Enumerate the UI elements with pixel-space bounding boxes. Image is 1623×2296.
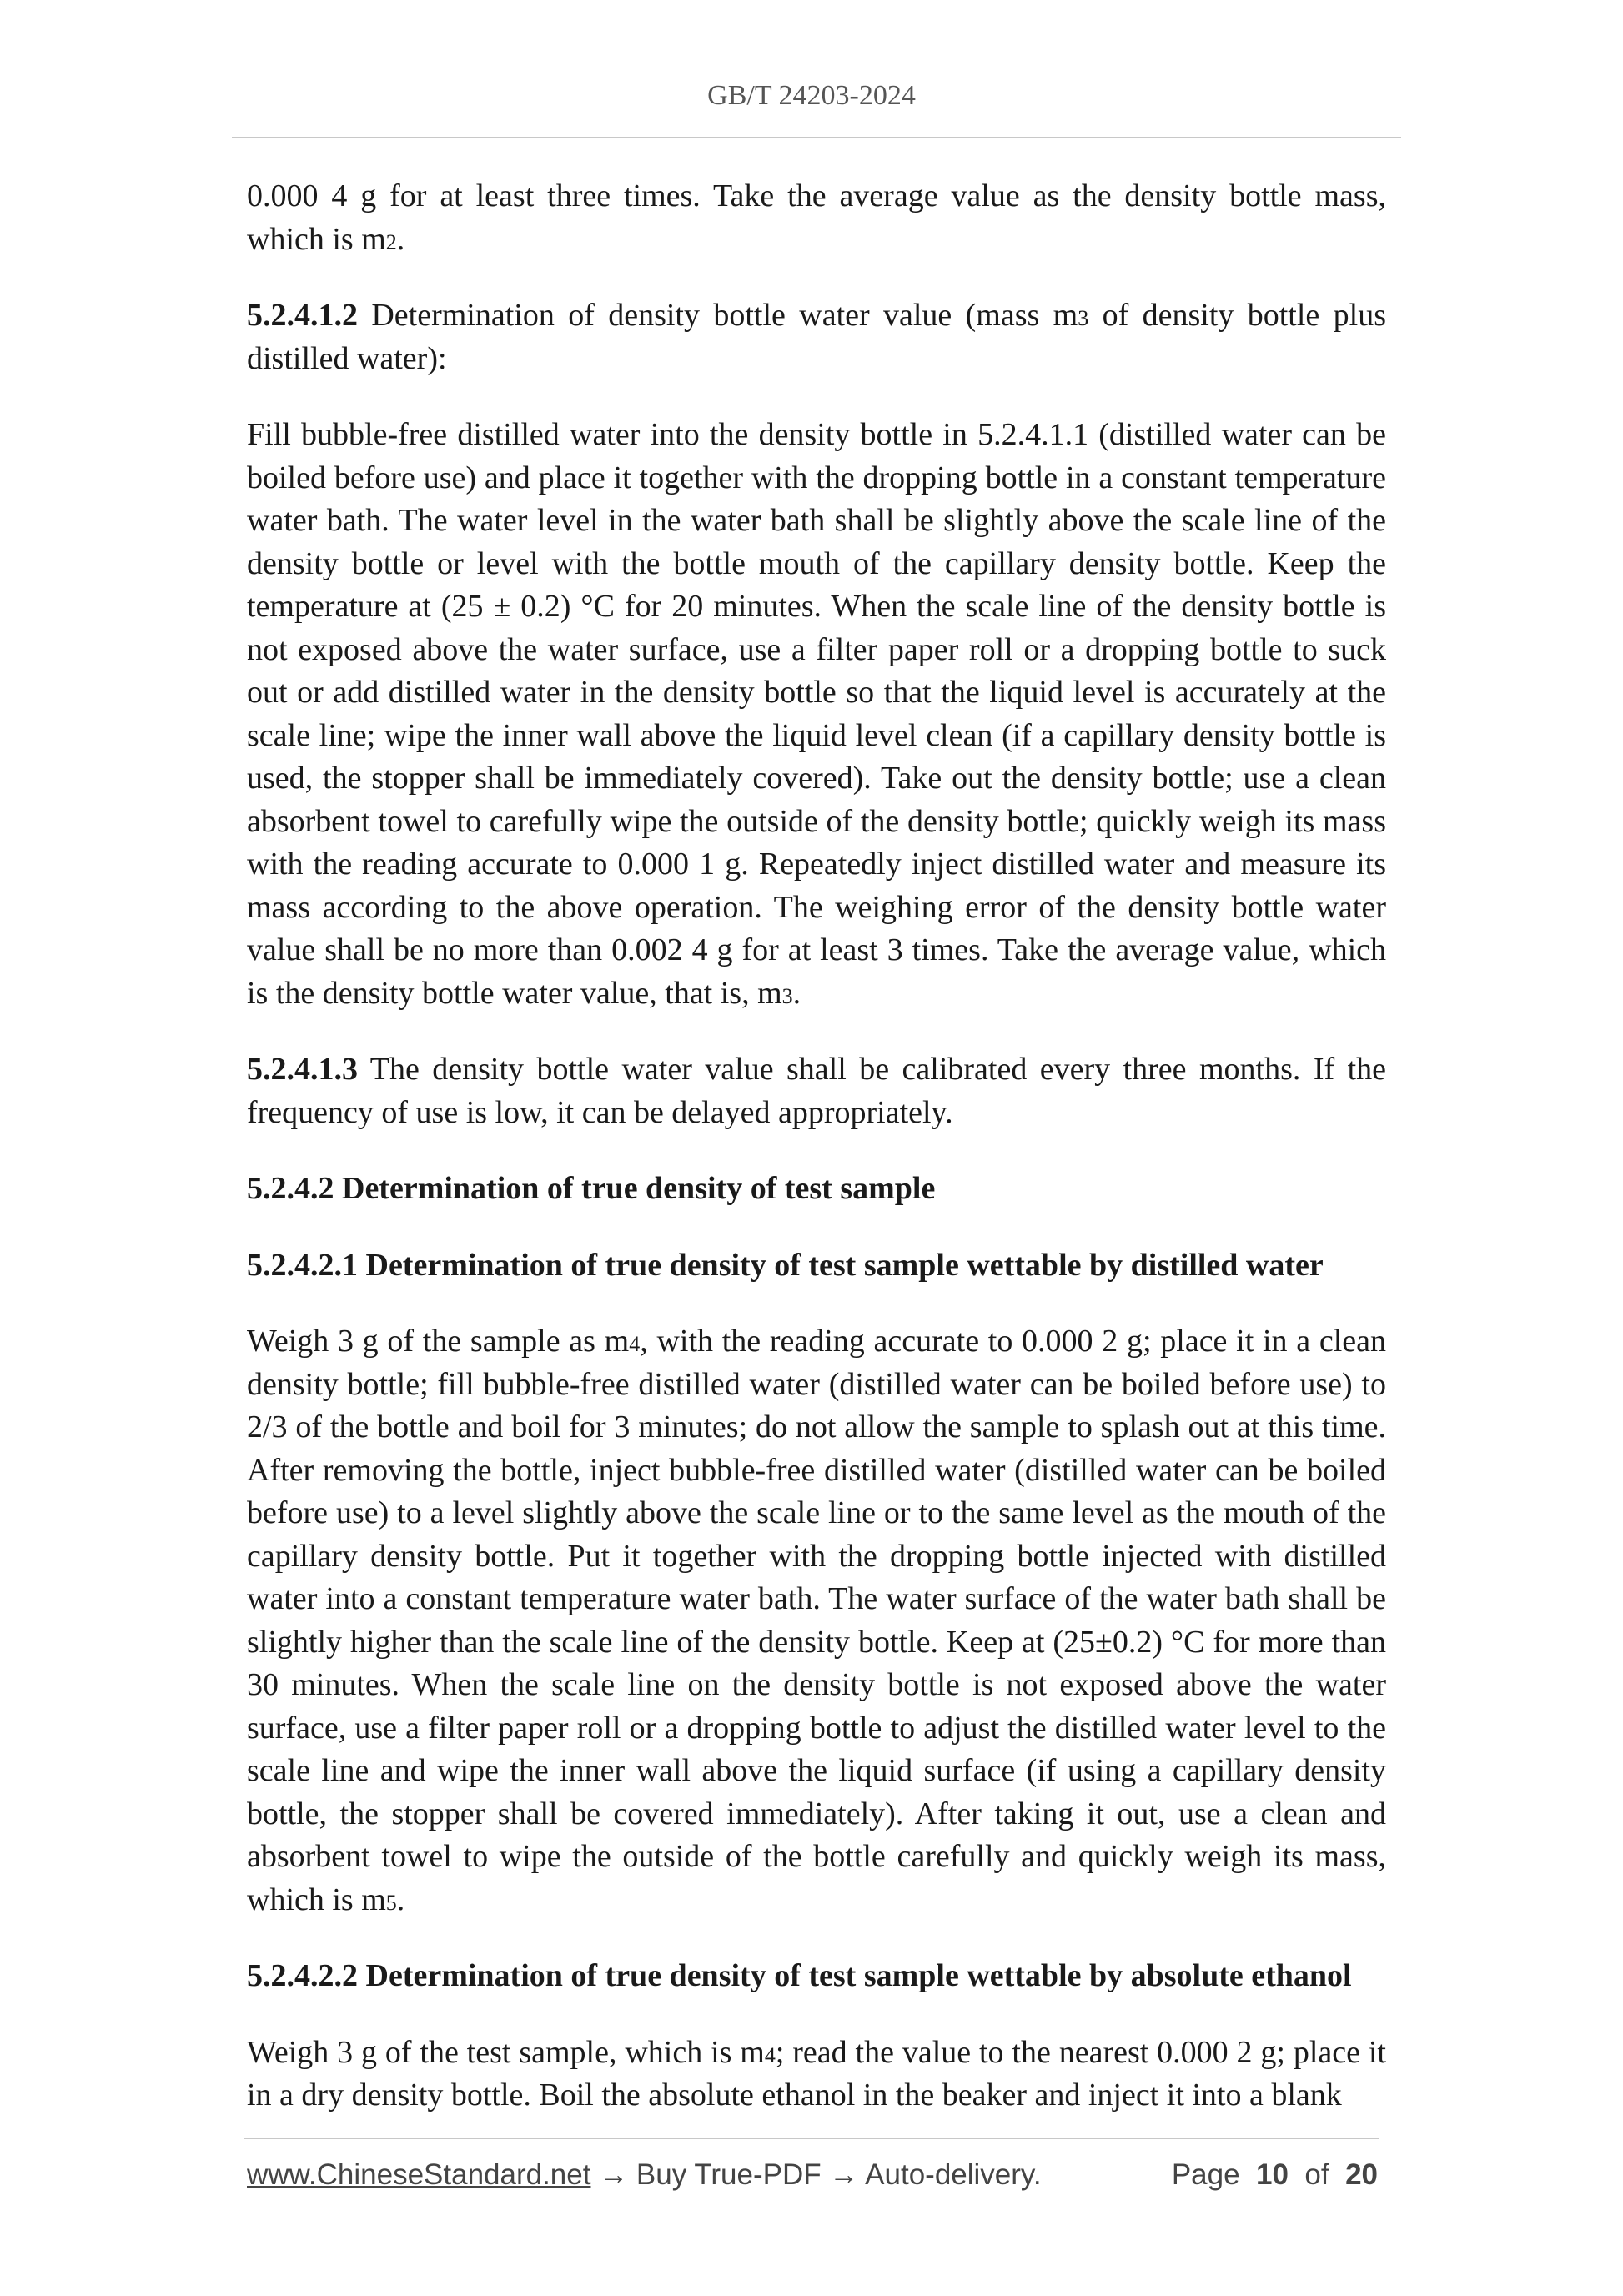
heading-5-2-4-2-2: 5.2.4.2.2 Determination of true density of test sample wettable by absolute ethanol	[247, 1958, 1352, 1993]
clause-number: 5.2.4.1.3	[247, 1052, 358, 1087]
heading-5-2-4-2-1: 5.2.4.2.1 Determination of true density of test sample wettable by distilled water	[247, 1247, 1324, 1283]
paragraph-ethanol-procedure: Weigh 3 g of the test sample, which is m4; read the value to the nearest 0.000 2 g; place it in a dry density bottle. Boil the absolute ethanol in the beaker and inject it into a blank	[247, 2034, 1386, 2113]
page-indicator: Page 10 of 20	[1171, 2158, 1378, 2191]
clause-number: 5.2.4.1.2	[247, 298, 358, 333]
document-body	[247, 175, 1386, 2118]
paragraph-water-value-procedure: Fill bubble-free distilled water into the density bottle in 5.2.4.1.1 (distilled water can be boiled before use) and place it together with the dropping bottle in a constant temperature water bath. The water level in the water bath shall be slightly above the scale line of the density bottle or level with the bottle mouth of the capillary density bottle. Keep the temperature at (25 ± 0.2) °C for 20 minutes. When the scale line of the density bottle is not exposed above the water surface, use a filter paper roll or a dropping bottle to suck out or add distilled water in the density bottle so that the liquid level is accurately at the scale line; wipe the inner wall above the liquid level clean (if a capillary density bottle is used, the stopper shall be immediately covered). Take out the density bottle; use a clean absorbent towel to carefully wipe the outside of the density bottle; quickly weigh its mass with the reading accurate to 0.000 1 g. Repeatedly inject distilled water and measure its mass according to the above operation. The weighing error of the density bottle water value shall be no more than 0.002 4 g for at least 3 times. Take the average value, which is the density bottle water value, that is, m3.	[247, 417, 1386, 1011]
clause-5-2-4-1-2: 5.2.4.1.2 Determination of density bottle water value (mass m3 of density bottle plus distilled water):	[247, 298, 1386, 376]
total-pages: 20	[1345, 2158, 1378, 2191]
document-id: GB/T 24203-2024	[707, 80, 916, 111]
clause-5-2-4-1-3: 5.2.4.1.3 The density bottle water value shall be calibrated every three months. If the frequency of use is low, it can be delayed appropriately.	[247, 1052, 1386, 1130]
footer-divider	[244, 2138, 1379, 2139]
footer-promo-text: → Buy True-PDF → Auto-delivery.	[590, 2158, 1042, 2191]
footer-promo	[247, 2158, 1042, 2192]
document-header	[0, 80, 1623, 112]
page-footer	[247, 2158, 1386, 2200]
website-link[interactable]: www.ChineseStandard.net	[247, 2158, 591, 2191]
paragraph-continued: 0.000 4 g for at least three times. Take the average value as the density bottle mass, which is m2.	[247, 178, 1386, 257]
paragraph-distilled-water-procedure: Weigh 3 g of the sample as m4, with the reading accurate to 0.000 2 g; place it in a clean density bottle; fill bubble-free distilled water (distilled water can be boiled before use) to 2/3 of the bottle and boil for 3 minutes; do not allow the sample to splash out at this time. After removing the bottle, inject bubble-free distilled water (distilled water can be boiled before use) to a level slightly above the scale line or to the same level as the mouth of the capillary density bottle. Put it together with the dropping bottle injected with distilled water into a constant temperature water bath. The water surface of the water bath shall be slightly higher than the scale line of the density bottle. Keep at (25±0.2) °C for more than 30 minutes. When the scale line on the density bottle is not exposed above the water surface, use a filter paper roll or a dropping bottle to adjust the distilled water level to the scale line and wipe the inner wall above the liquid surface (if using a capillary density bottle, the stopper shall be covered immediately). After taking it out, use a clean and absorbent towel to wipe the outside of the bottle carefully and quickly weigh its mass, which is m5.	[247, 1324, 1386, 1917]
header-divider	[232, 137, 1401, 138]
heading-5-2-4-2: 5.2.4.2 Determination of true density of test sample	[247, 1171, 936, 1206]
current-page: 10	[1256, 2158, 1289, 2191]
